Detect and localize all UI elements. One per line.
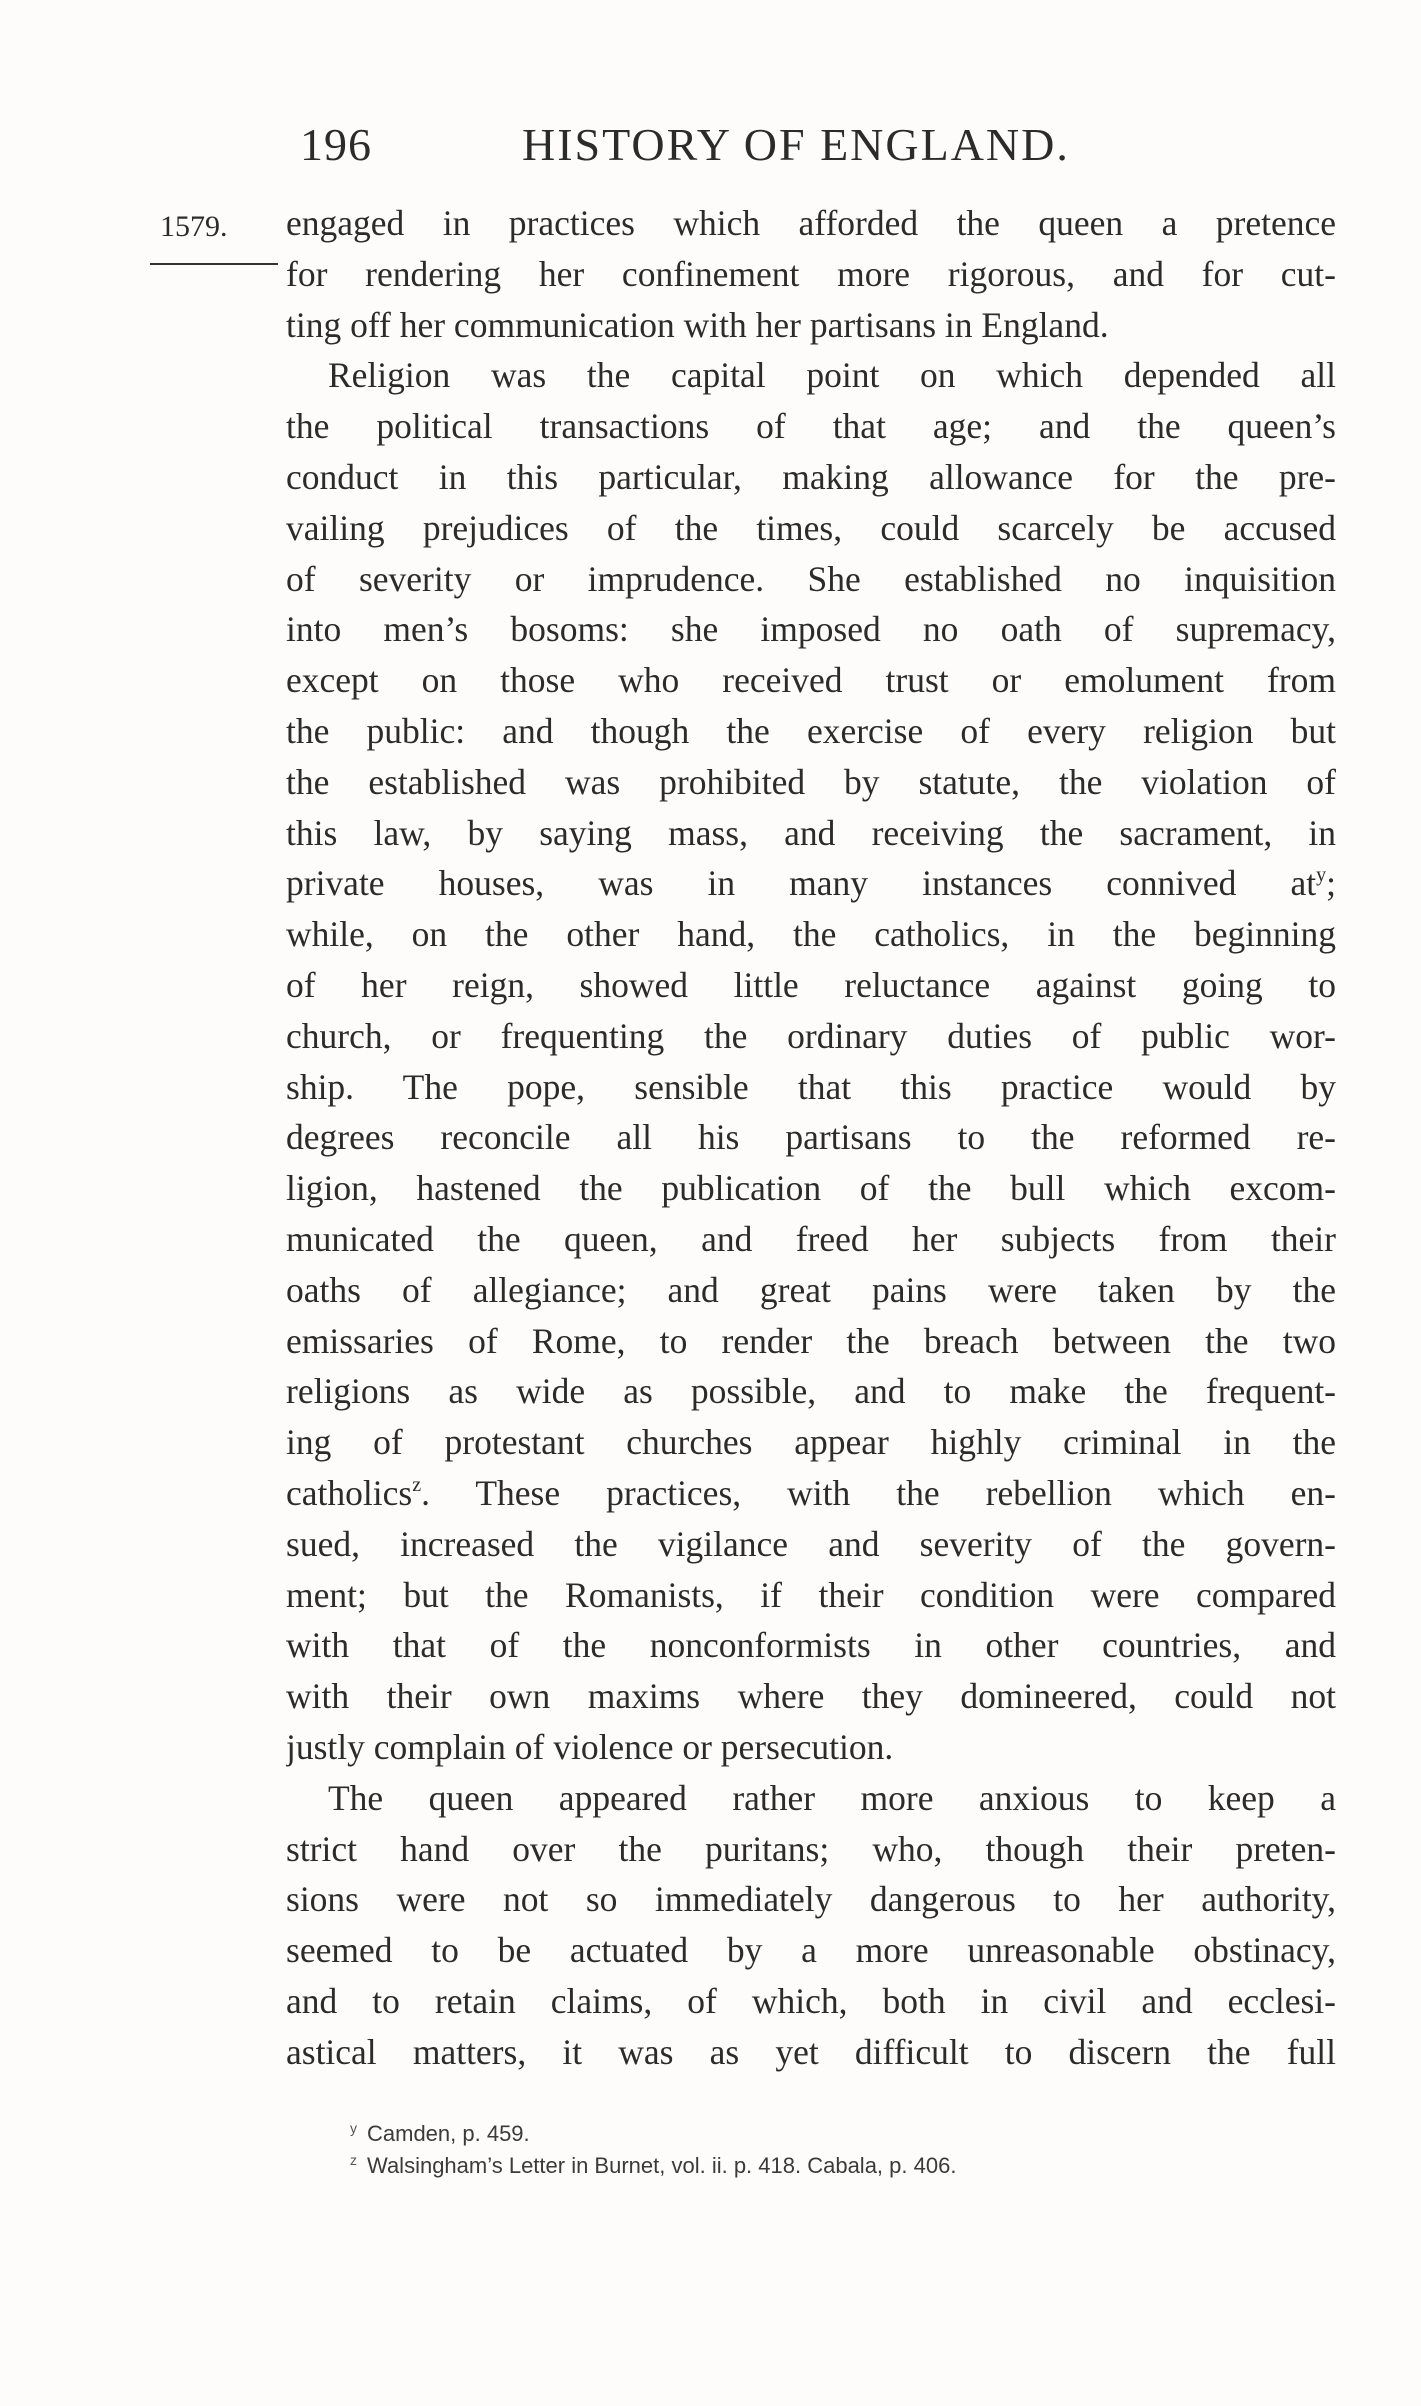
text-line-content: engaged in practices which afforded the queen a pretence [286, 203, 1336, 243]
footnotes [350, 2118, 1350, 2182]
text-line-content: for rendering her confinement more rigorous, and for cut- [286, 253, 1336, 294]
text-line-content: of her reign, showed little reluctance against going to [286, 964, 1336, 1005]
text-line-content: emissaries of Rome, to render the breach between the two [286, 1320, 1336, 1361]
body-text [286, 198, 1336, 2077]
text-line-content: municated the queen, and freed her subjects from their [286, 1218, 1336, 1259]
text-line [286, 757, 1336, 808]
text-line-content: astical matters, it was as yet difficult to discern the full [286, 2031, 1336, 2072]
text-line [286, 655, 1336, 706]
text-line [286, 401, 1336, 452]
footnote-marker: y [350, 2120, 357, 2136]
text-line [286, 1163, 1336, 1214]
page-number: 196 [300, 119, 372, 170]
footnote-reference: y [1316, 864, 1327, 887]
text-line-content: except on those who received trust or emolument from [286, 660, 1336, 701]
page-header [0, 118, 1421, 178]
text-line [286, 909, 1336, 960]
text-line-content: ing of protestant churches appear highly criminal in the [286, 1422, 1336, 1463]
text-line [286, 1316, 1336, 1367]
text-line [286, 1265, 1336, 1316]
margin-year-note: 1579. [160, 210, 228, 243]
text-line-content: with their own maxims where they domineered, could not [286, 1676, 1336, 1717]
text-line-content: this law, by saying mass, and receiving the sacrament, in [286, 812, 1336, 853]
text-line [286, 1214, 1336, 1265]
text-line-content: church, or frequenting the ordinary duties of public wor- [286, 1015, 1336, 1056]
text-line-content: of severity or imprudence. She established no inquisition [286, 558, 1336, 599]
text-line [286, 1468, 1336, 1519]
text-line [286, 198, 1336, 249]
text-line-content: with that of the nonconformists in other countries, and [286, 1625, 1336, 1666]
text-line [286, 1874, 1336, 1925]
margin-rule [150, 263, 278, 265]
text-line [286, 1620, 1336, 1671]
footnote-text: Camden, p. 459. [367, 2121, 530, 2146]
text-line [286, 1976, 1336, 2027]
text-line [286, 706, 1336, 757]
text-line-content: conduct in this particular, making allowance for the pre- [286, 456, 1336, 497]
text-line-content: seemed to be actuated by a more unreasonable obstinacy, [286, 1930, 1336, 1971]
text-line [286, 2027, 1336, 2078]
text-line [286, 1925, 1336, 1976]
text-line [286, 808, 1336, 859]
text-line [286, 1671, 1336, 1722]
text-line-content: and to retain claims, of which, both in civil and ecclesi- [286, 1980, 1336, 2021]
text-line [286, 452, 1336, 503]
text-line-content: religions as wide as possible, and to make the frequent- [286, 1371, 1336, 1412]
footnote-reference: z [412, 1473, 422, 1496]
text-line [286, 1417, 1336, 1468]
text-line [286, 1519, 1336, 1570]
text-line [286, 554, 1336, 605]
footnote [350, 2118, 1350, 2150]
text-line-content: sions were not so immediately dangerous to her authority, [286, 1879, 1336, 1920]
text-line [286, 1366, 1336, 1417]
running-title: HISTORY OF ENGLAND. [522, 119, 1070, 170]
text-line-content: while, on the other hand, the catholics, in the beginning [286, 914, 1336, 955]
text-line-content: degrees reconcile all his partisans to the reformed re- [286, 1117, 1336, 1158]
footnote [350, 2150, 1350, 2182]
text-line [286, 350, 1336, 401]
text-line-content: into men’s bosoms: she imposed no oath of supremacy, [286, 609, 1336, 650]
text-line-continuation: ; [1326, 863, 1336, 904]
footnote-marker: z [350, 2152, 357, 2168]
text-line [286, 858, 1336, 909]
text-line [286, 300, 1336, 351]
text-line-content: the political transactions of that age; and the queen’s [286, 406, 1336, 447]
text-line-content: private houses, was in many instances connived at [286, 863, 1317, 904]
text-line-content: The queen appeared rather more anxious to keep a [328, 1777, 1336, 1818]
text-line [286, 1112, 1336, 1163]
text-line-content: the public: and though the exercise of every religion but [286, 710, 1336, 751]
text-line-content: the established was prohibited by statute, the violation of [286, 761, 1336, 802]
footnote-text: Walsingham’s Letter in Burnet, vol. ii. p. 418. Cabala, p. 406. [367, 2153, 957, 2178]
text-line [286, 1011, 1336, 1062]
text-line-content: catholics [286, 1472, 413, 1513]
text-line [286, 249, 1336, 300]
text-line [286, 960, 1336, 1011]
text-line-continuation: . These practices, with the rebellion which en- [421, 1472, 1336, 1513]
text-line-content: vailing prejudices of the times, could scarcely be accused [286, 507, 1336, 548]
text-line [286, 1570, 1336, 1621]
text-line [286, 1824, 1336, 1875]
text-line-content: ligion, hastened the publication of the bull which excom- [286, 1168, 1336, 1209]
text-line [286, 1722, 1336, 1773]
text-line-content: ment; but the Romanists, if their condition were compared [286, 1574, 1336, 1615]
text-line-content: justly complain of violence or persecution. [286, 1726, 894, 1767]
text-line-content: Religion was the capital point on which depended all [328, 355, 1336, 396]
text-line-content: ting off her communication with her partisans in England. [286, 304, 1109, 345]
text-line [286, 503, 1336, 554]
text-line-content: sued, increased the vigilance and severity of the govern- [286, 1523, 1336, 1564]
text-line [286, 1062, 1336, 1113]
text-line [286, 604, 1336, 655]
text-line [286, 1773, 1336, 1824]
text-line-content: oaths of allegiance; and great pains were taken by the [286, 1269, 1336, 1310]
text-line-content: ship. The pope, sensible that this practice would by [286, 1066, 1336, 1107]
text-line-content: strict hand over the puritans; who, though their preten- [286, 1828, 1336, 1869]
